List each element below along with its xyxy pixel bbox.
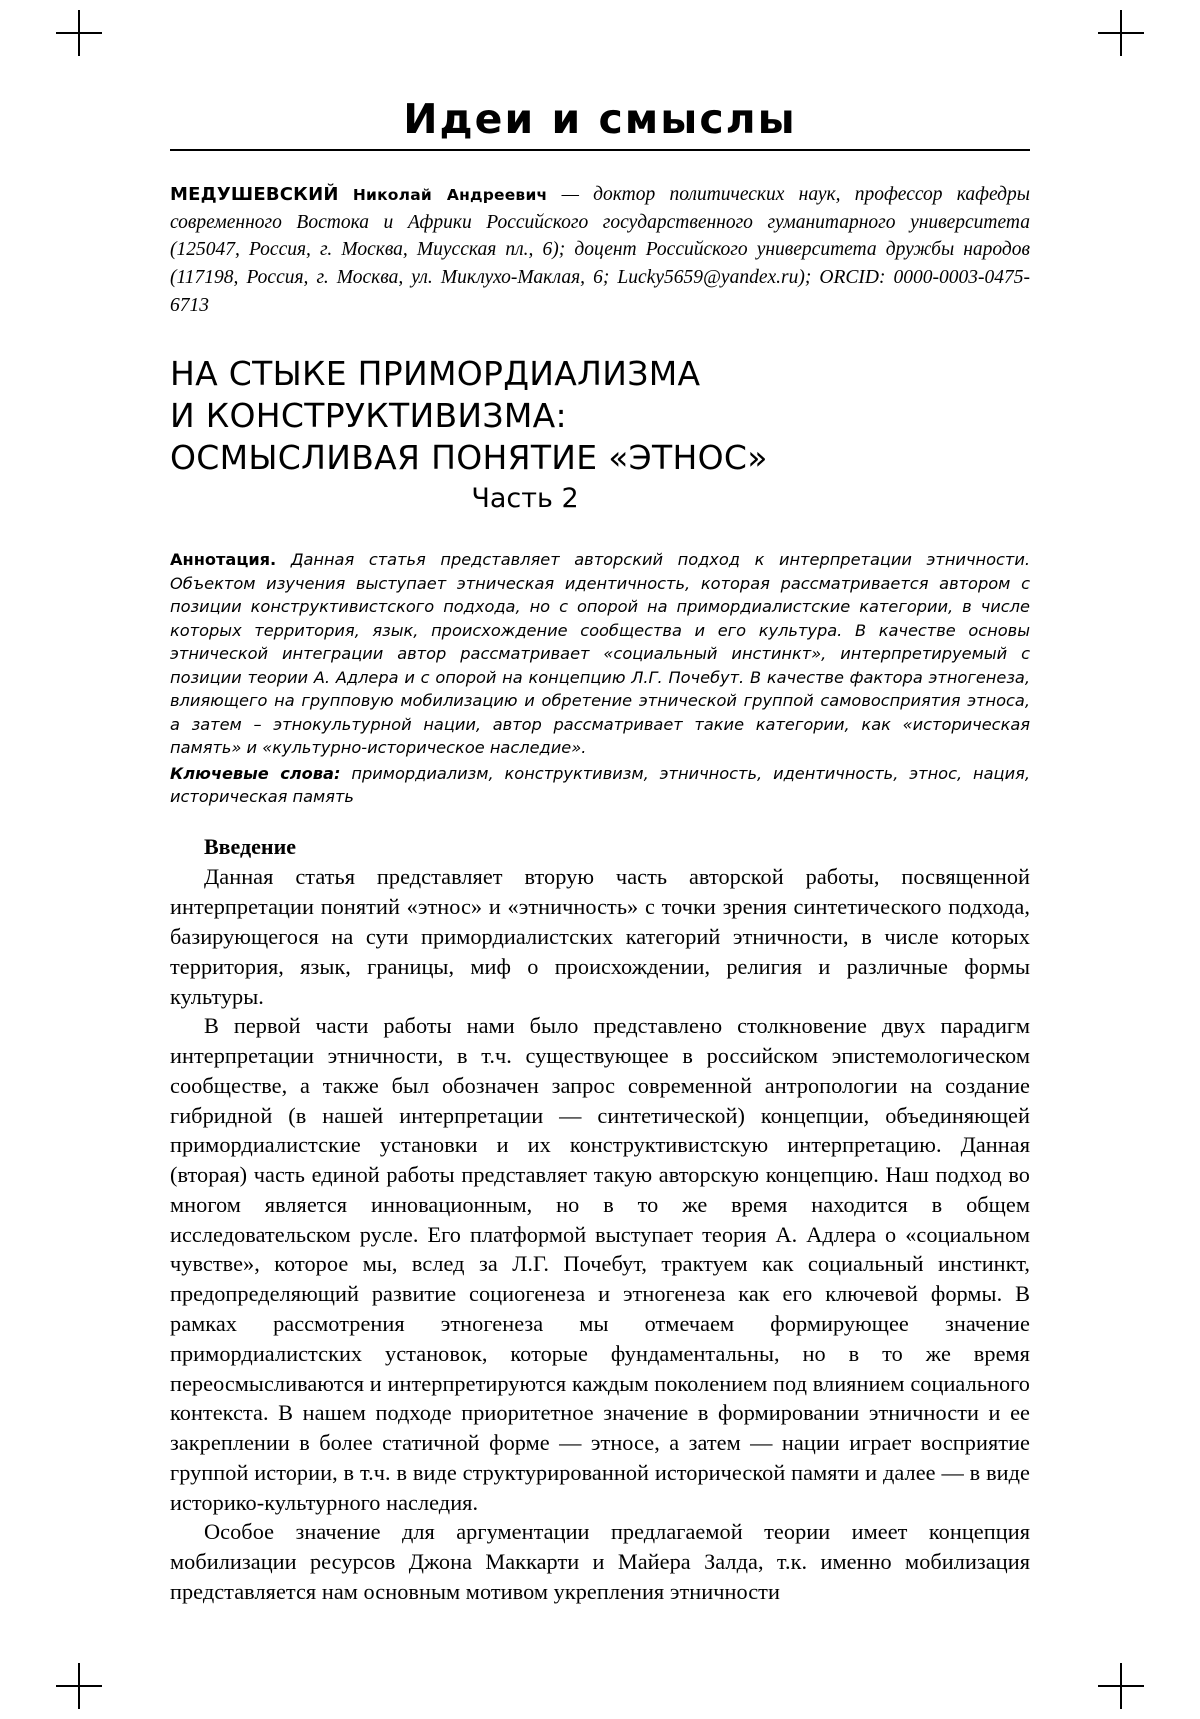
header-divider <box>170 149 1030 151</box>
journal-section-header: Идеи и смыслы <box>403 95 797 143</box>
body-text <box>170 862 1030 1606</box>
crop-mark-top-left-horizontal <box>56 32 102 34</box>
crop-mark-bottom-left-horizontal <box>56 1685 102 1687</box>
crop-mark-top-right-horizontal <box>1098 32 1144 34</box>
article-part-label: Часть 2 <box>471 483 579 515</box>
article-title-line-2: И КОНСТРУКТИВИЗМА: <box>170 396 567 436</box>
paragraph-1: Данная статья представляет вторую часть авторской работы, посвященной интерпретации понятий «этнос» и «этничность» с точки зрения синтетического подхода, базирующегося на сути примордиалистских категорий этничности, в числе которых территория, язык, границы, миф о происхождении, религия и различные формы культуры. <box>170 864 1030 1009</box>
author-given-name: Николай Андреевич <box>352 186 548 204</box>
keywords-block <box>170 762 1030 809</box>
abstract-label: Аннотация. <box>170 550 277 570</box>
keywords-text: примордиализм, конструктивизм, этничность, идентичность, этнос, нация, историческая память <box>170 763 1030 806</box>
article-title-line-3: ОСМЫСЛИВАЯ ПОНЯТИЕ «ЭТНОС» <box>170 438 768 478</box>
paragraph-3: Особое значение для аргументации предлагаемой теории имеет концепция мобилизации ресурсов Джона Маккарти и Майера Залда, т.к. именно мобилизация представляется нам основным мотивом укрепления этничности <box>170 1519 1030 1604</box>
crop-mark-bottom-right-horizontal <box>1098 1685 1144 1687</box>
section-heading-introduction: Введение <box>204 834 297 860</box>
article-title <box>170 353 1030 479</box>
paragraph-2: В первой части работы нами было представлено столкновение двух парадигм интерпретации этничности, в т.ч. существующее в российском эпистемологическом сообществе, а также был обозначен запрос современной антропологии на создание гибридной (в нашей интерпретации — синтетической) концепции, объединяющей примордиалистские установки и их конструктивистскую интерпретацию. Данная (вторая) часть единой работы представляет такую авторскую концепцию. Наш подход во многом является инновационным, но в то же время находится в общем исследовательском русле. Его платформой выступает теория А. Адлера о «социальном чувстве», которое мы, вслед за Л.Г. Почебут, трактуем как социальный инстинкт, предопределяющий развитие социогенеза и этногенеза как его ключевой формы. В рамках рассмотрения этногенеза мы отмечаем формирующее значение примордиалистских установок, которые фундаментальны, но в то же время переосмысливаются и интерпретируются каждым поколением под влиянием социального контекста. В нашем подходе приоритетное значение в формировании этничности и ее закреплении в более статичной форме — этносе, а затем — нации играет восприятие группой истории, в т.ч. в виде структурированной исторической памяти и далее — в виде историко-культурного наследия. <box>170 1013 1030 1515</box>
abstract-text: Данная статья представляет авторский подход к интерпретации этничности. Объектом изучения выступает этническая идентичность, которая рассматривается автором с позиции конструктивистского подхода, но с опорой на примордиалистские категории, в числе которых территория, язык, происхождение сообщества и его культура. В качестве основы этнической интеграции автор рассматривает «социальный инстинкт», интерпретируемый с позиции теории А. Адлера и с опорой на концепцию Л.Г. Почебут. В качестве фактора этногенеза, влияющего на групповую мобилизацию и обретение этнической группой самовосприятия этноса, а затем – этнокультурной нации, автор рассматривает такие категории, как «историческая память» и «культурно-историческое наследие». <box>170 550 1031 758</box>
page-content <box>170 95 1030 1607</box>
keywords-label: Ключевые слова: <box>170 763 341 783</box>
author-surname: МЕДУШЕВСКИЙ <box>170 184 339 205</box>
article-title-line-1: НА СТЫКЕ ПРИМОРДИАЛИЗМА <box>170 354 701 394</box>
author-affiliation-block <box>170 181 1030 319</box>
abstract-block <box>170 548 1030 759</box>
author-affiliation: — доктор политических наук, профессор кафедры современного Востока и Африки Российского государственного гуманитарного университета (125047, Россия, г. Москва, Миусская пл., 6); доцент Российского университета дружбы народов (117198, Россия, г. Москва, ул. Миклухо-Маклая, 6; Lucky5659@yandex.ru); ORCID: 0000-0003-0475-6713 <box>170 184 1030 316</box>
